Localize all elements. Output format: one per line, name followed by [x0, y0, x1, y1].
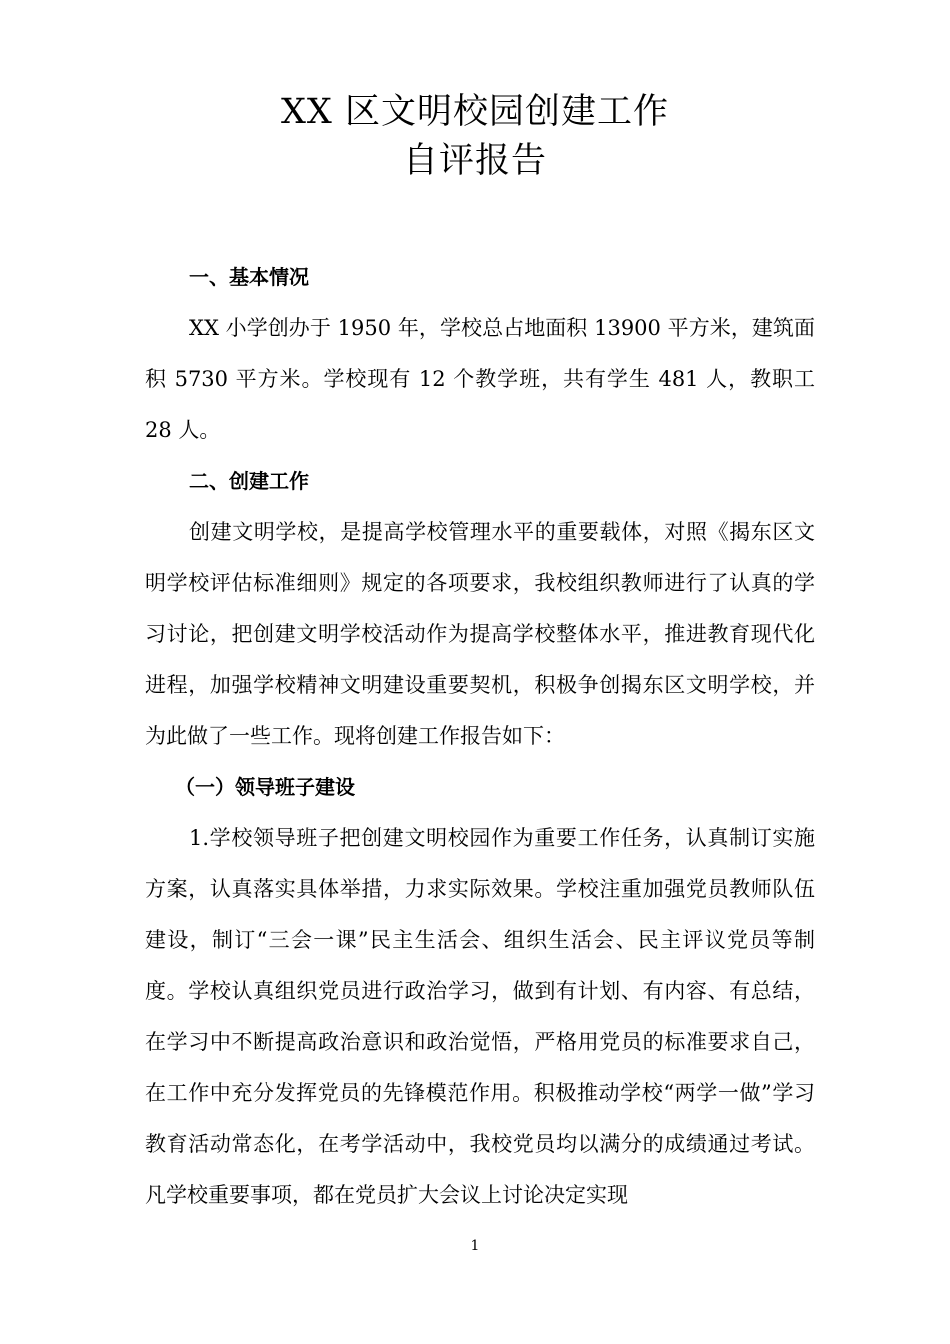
subsection-paragraph-leadership: 1.学校领导班子把创建文明校园作为重要工作任务，认真制订实施方案，认真落实具体举措，力求实际效果。学校注重加强党员教师队伍建设，制订“三会一课”民主生活会、组织生活会、民主评议党员等制度。学校认真组织党员进行政治学习，做到有计划、有内容、有总结，在学习中不断提高政治意识和政治觉悟，严格用党员的标准要求自己，在工作中充分发挥党员的先锋模范作用。积极推动学校“两学一做”学习教育活动常态化，在考学活动中，我校党员均以满分的成绩通过考试。凡学校重要事项，都在党员扩大会议上讨论决定实现 — [145, 826, 815, 1207]
section-paragraph-creation-work: 创建文明学校，是提高学校管理水平的重要载体，对照《揭东区文明学校评估标准细则》规定的各项要求，我校组织教师进行了认真的学习讨论，把创建文明学校活动作为提高学校整体水平，推进教育现代化进程，加强学校精神文明建设重要契机，积极争创揭东区文明学校，并为此做了一些工作。现将创建工作报告如下： — [145, 520, 815, 748]
subsection-heading-leadership: （一）领导班子建设 — [175, 775, 355, 799]
section-paragraph-basic-info: XX 小学创办于 1950 年，学校总占地面积 13900 平方米，建筑面积 5730 平方米。学校现有 12 个教学班，共有学生 481 人，教职工 28 人。 — [145, 316, 815, 442]
page-number: 1 — [470, 1238, 480, 1254]
section-heading-creation-work: 二、创建工作 — [189, 469, 309, 493]
document-title-line1: XX 区文明校园创建工作 — [281, 92, 669, 132]
section-heading-basic-info: 一、基本情况 — [189, 265, 309, 289]
document-title-line2: 自评报告 — [402, 141, 547, 181]
document-body — [145, 252, 815, 1221]
